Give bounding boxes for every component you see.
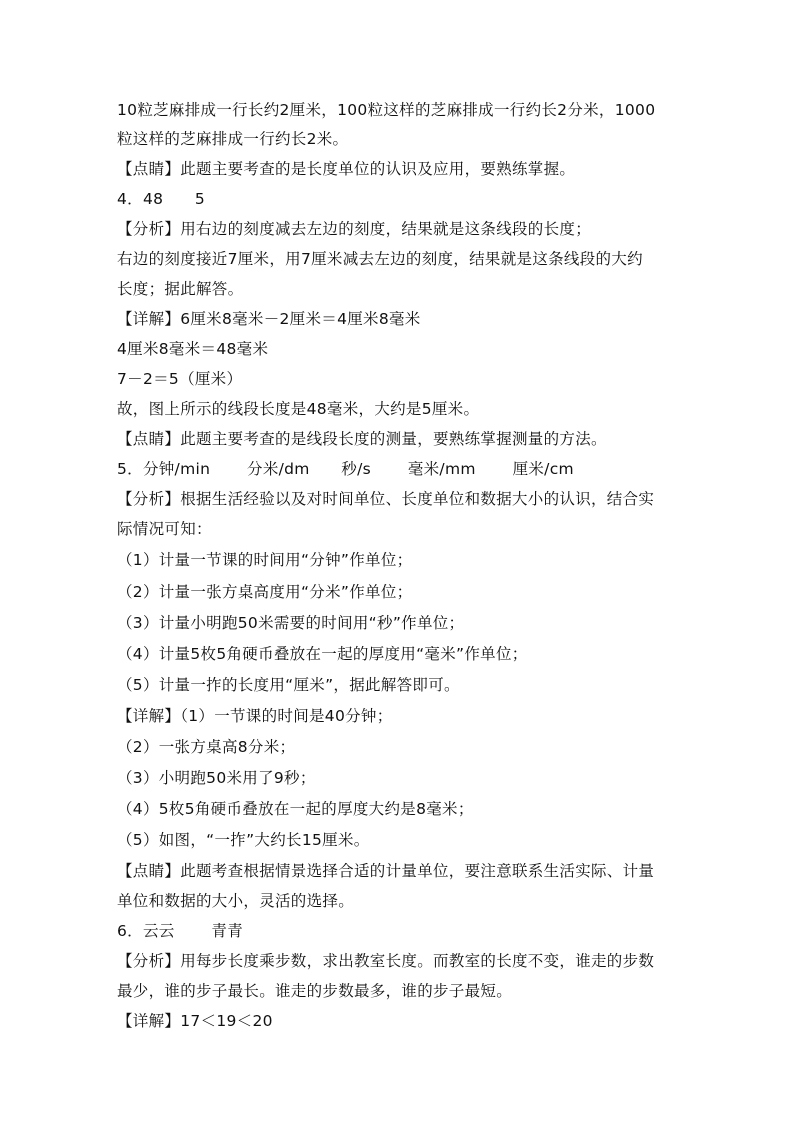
answer-heading: 5．分钟/min 分米/dm 秒/s 毫米/mm 厘米/cm	[117, 460, 574, 478]
text-line: 10粒芝麻排成一行长约2厘米，100粒这样的芝麻排成一行约长2分米，1000	[117, 101, 656, 119]
text-line: （2）计量一张方桌高度用“分米”作单位；	[117, 583, 413, 601]
text-line: 最少，谁的步子最长。谁走的步数最多，谁的步子最短。	[117, 982, 513, 1000]
text-line: 【详解】（1）一节课的时间是40分钟；	[117, 707, 393, 725]
text-line: 【点睛】此题主要考查的是线段长度的测量，要熟练掌握测量的方法。	[117, 430, 607, 448]
text-line: （4）计量5枚5角硬币叠放在一起的厚度用“毫米”作单位；	[117, 645, 528, 663]
text-line: 【详解】17＜19＜20	[117, 1012, 273, 1030]
text-line: 7－2＝5（厘米）	[117, 370, 243, 388]
text-line: 粒这样的芝麻排成一行约长2米。	[117, 130, 349, 148]
text-line: 长度；据此解答。	[117, 280, 244, 298]
text-line: （3）小明跑50米用了9秒；	[117, 769, 316, 787]
answer-heading: 6．云云 青青	[117, 922, 243, 940]
text-line: （5）如图，“一拃”大约长15厘米。	[117, 831, 370, 849]
text-line: 单位和数据的大小，灵活的选择。	[117, 892, 355, 910]
text-line: （2）一张方桌高8分米；	[117, 738, 296, 756]
text-line: （3）计量小明跑50米需要的时间用“秒”作单位；	[117, 614, 465, 632]
text-line: （1）计量一节课的时间用“分钟”作单位；	[117, 551, 413, 569]
text-line: 【详解】6厘米8毫米－2厘米＝4厘米8毫米	[117, 310, 421, 328]
text-line: （4）5枚5角硬币叠放在一起的厚度大约是8毫米；	[117, 800, 474, 818]
text-line: 4厘米8毫米＝48毫米	[117, 340, 269, 358]
text-line: 【点睛】此题考查根据情景选择合适的计量单位，要注意联系生活实际、计量	[117, 862, 655, 880]
text-line: 右边的刻度接近7厘米，用7厘米减去左边的刻度，结果就是这条线段的大约	[117, 250, 643, 268]
text-line: 际情况可知：	[117, 520, 212, 538]
text-line: （5）计量一拃的长度用“厘米”，据此解答即可。	[117, 676, 460, 694]
text-line: 【分析】用右边的刻度减去左边的刻度，结果就是这条线段的长度；	[117, 220, 592, 238]
text-line: 【点睛】此题主要考查的是长度单位的认识及应用，要熟练掌握。	[117, 160, 576, 178]
text-line: 故，图上所示的线段长度是48毫米，大约是5厘米。	[117, 400, 480, 418]
text-line: 【分析】根据生活经验以及对时间单位、长度单位和数据大小的认识，结合实	[117, 490, 655, 508]
answer-heading: 4．48 5	[117, 190, 206, 208]
text-line: 【分析】用每步长度乘步数，求出教室长度。而教室的长度不变，谁走的步数	[117, 952, 655, 970]
